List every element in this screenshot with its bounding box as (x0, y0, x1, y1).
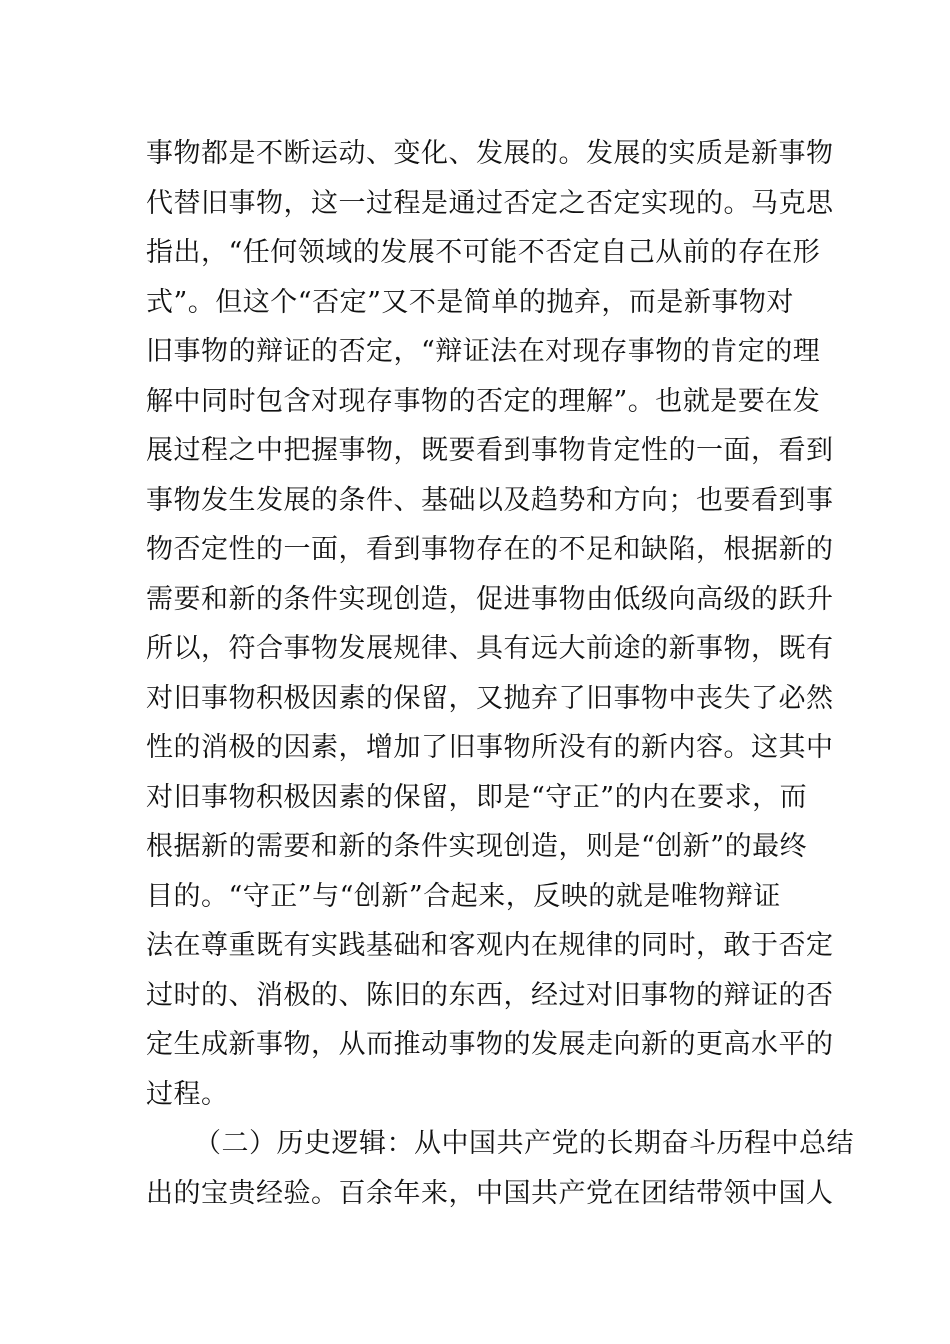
text-line: 物否定性的一面，看到事物存在的不足和缺陷，根据新的 (146, 534, 834, 565)
text-line: 展过程之中把握事物，既要看到事物肯定性的一面，看到 (146, 435, 834, 466)
text-line: 旧事物的辩证的否定，“辩证法在对现存事物的肯定的理 (146, 336, 821, 367)
text-line: 式”。但这个“否定”又不是简单的抛弃，而是新事物对 (146, 286, 794, 318)
body-text (146, 129, 854, 1218)
text-line: 目的。“守正”与“创新”合起来，反映的就是唯物辩证 (146, 880, 781, 912)
text-line: 法在尊重既有实践基础和客观内在规律的同时，敢于否定 (146, 930, 834, 961)
text-line: 代替旧事物，这一过程是通过否定之否定实现的。马克思 (146, 187, 834, 219)
text-line: 过时的、消极的、陈旧的东西，经过对旧事物的辩证的否 (146, 979, 834, 1011)
text-line: 事物发生发展的条件、基础以及趋势和方向；也要看到事 (146, 484, 834, 516)
section-heading-line: （二）历史逻辑：从中国共产党的长期奋斗历程中总结 (194, 1128, 854, 1159)
text-line: 对旧事物积极因素的保留，又抛弃了旧事物中丧失了必然 (146, 682, 834, 714)
text-line: 所以，符合事物发展规律、具有远大前途的新事物，既有 (146, 633, 834, 664)
text-line: 过程。 (146, 1078, 229, 1110)
text-line: 需要和新的条件实现创造，促进事物由低级向高级的跃升 (146, 583, 834, 615)
text-line: 指出，“任何领域的发展不可能不否定自己从前的存在形 (146, 237, 821, 268)
text-line: 根据新的需要和新的条件实现创造，则是“创新”的最终 (146, 831, 808, 862)
text-line: 事物都是不断运动、变化、发展的。发展的实质是新事物 (146, 138, 834, 169)
text-line: 出的宝贵经验。百余年来，中国共产党在团结带领中国人 (146, 1177, 834, 1209)
text-line: 定生成新事物，从而推动事物的发展走向新的更高水平的 (146, 1029, 834, 1060)
text-line: 性的消极的因素，增加了旧事物所没有的新内容。这其中 (146, 732, 834, 763)
text-line: 解中同时包含对现存事物的否定的理解”。也就是要在发 (146, 385, 821, 417)
text-line: 对旧事物积极因素的保留，即是“守正”的内在要求，而 (146, 781, 808, 813)
